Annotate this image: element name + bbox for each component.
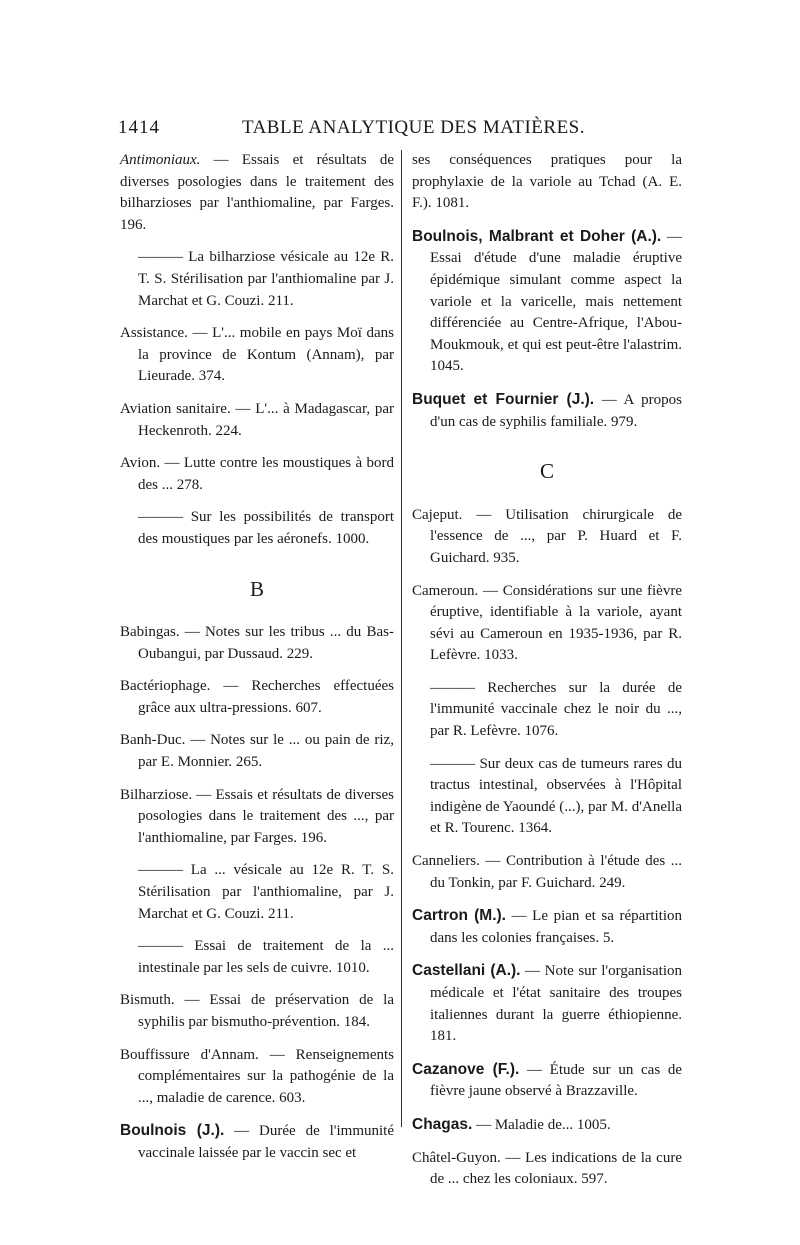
entry-heading: Avion. [120, 455, 161, 472]
index-entry [412, 389, 682, 433]
index-subentry [120, 247, 394, 312]
entry-text: — Essai de préservation de la syphilis par bismutho-prévention. 184. [138, 992, 394, 1030]
entry-text: ——— Sur deux cas de tumeurs rares du tractus intestinal, observées à l'Hôpital indigène de Yaoundé (...), par M. d'Anella et R. Tourenc. 1364. [430, 755, 682, 837]
entry-text: ——— Essai de traitement de la ... intestinale par les sels de cuivre. 1010. [138, 938, 394, 976]
index-entry [412, 505, 682, 570]
entry-heading: Châtel-Guyon. [412, 1149, 501, 1166]
entry-text: — Étude sur un cas de fièvre jaune observé à Brazzaville. [430, 1061, 682, 1100]
entry-heading: Cazanove (F.). [412, 1060, 520, 1078]
entry-text: — Renseignements complémentaires sur la pathogénie de la ..., maladie de carence. 603. [138, 1046, 394, 1106]
section-letter: B [249, 576, 264, 601]
entry-heading: Bismuth. [120, 992, 175, 1009]
page-header [118, 117, 678, 143]
entry-text: ——— La bilharziose vésicale au 12e R. T. S. Stérilisation par l'anthiomaline par J. Marchat et G. Couzi. 211. [138, 249, 394, 309]
entry-text: — L'... mobile en pays Moï dans la province de Kontum (Annam), par Lieurade. 374. [138, 325, 394, 385]
page-number: 1414 [118, 117, 160, 138]
index-entry [412, 581, 682, 667]
entry-heading: Cartron (M.). [412, 907, 506, 925]
index-entry [120, 399, 394, 442]
index-subentry [412, 678, 682, 743]
entry-heading: Castellani (A.). [412, 962, 521, 980]
column-divider [401, 150, 402, 1127]
index-subentry [120, 936, 394, 979]
entry-text: — Note sur l'organisation médicale et l'état sanitaire des troupes italiennes durant la guerre éthiopienne. 181. [430, 963, 682, 1045]
index-entry [412, 851, 682, 894]
entry-heading: Bactériophage. [120, 678, 211, 695]
entry-text: ——— Recherches sur la durée de l'immunité vaccinale chez le noir du ..., par R. Lefèvre. 1076. [430, 679, 682, 740]
entry-text: ses conséquences pratiques pour la prophylaxie de la variole au Tchad (A. E. F.). 1081. [412, 152, 682, 212]
entry-text: — A propos d'un cas de syphilis familiale. 979. [430, 391, 683, 430]
index-entry [120, 1045, 394, 1110]
index-subentry [120, 860, 394, 925]
entry-text: — L'... à Madagascar, par Heckenroth. 224. [138, 400, 394, 439]
index-entry [412, 960, 682, 1047]
index-entry [120, 453, 394, 496]
right-column [412, 150, 682, 1202]
index-entry [412, 150, 682, 215]
index-entry [120, 676, 394, 719]
entry-heading: Cameroun. [412, 582, 479, 599]
entry-heading: Banh-Duc. [120, 732, 186, 749]
entry-heading: Boulnois (J.). [120, 1122, 225, 1140]
entry-text: — Utilisation chirurgicale de l'essence de ..., par P. Huard et F. Guichard. 935. [430, 506, 682, 566]
entry-text: — Essai d'étude d'une maladie éruptive épidémique simulant comme aspect la variole et la varicelle, mais nettement différenciée au Centre-Afrique, l'Abou-Moukmouk, et qui est peut-être l'alastrim. 1045. [430, 228, 682, 375]
entry-heading: Canneliers. [412, 853, 480, 870]
entry-heading: Babingas. [120, 624, 180, 641]
entry-heading: Cajeput. [412, 506, 463, 523]
index-subentry [412, 754, 682, 840]
entry-text: — Considérations sur une fièvre éruptive, identifiable à la variole, ayant sévi au Cameroun en 1935-1936, par R. Lefèvre. 1033. [430, 582, 682, 664]
entry-text: — Le pian et sa répartition dans les colonies françaises. 5. [430, 908, 682, 946]
entry-heading: Antimoniaux. [120, 152, 201, 168]
entry-heading: Assistance. [120, 325, 188, 342]
entry-text: — Essais et résultats de diverses posologies dans le traitement des ..., par l'anthiomaline, par Farges. 196. [138, 786, 394, 846]
entry-heading: Aviation sanitaire. [120, 400, 231, 417]
entry-text: ——— La ... vésicale au 12e R. T. S. Stérilisation par l'anthiomaline, par J. Marchat et G. Couzi. 211. [138, 862, 394, 922]
index-entry [412, 905, 682, 949]
left-column [120, 150, 394, 1176]
entry-text: — Maladie de... 1005. [472, 1116, 611, 1133]
index-entry [412, 226, 682, 378]
entry-heading: Bilharziose. [120, 786, 193, 803]
entry-text: — Notes sur les tribus ... du Bas-Oubangui, par Dussaud. 229. [138, 624, 394, 662]
section-letter: C [539, 459, 554, 484]
index-entry [120, 1120, 394, 1164]
index-entry [412, 1059, 682, 1103]
entry-text: — Lutte contre les moustiques à bord des ... 278. [138, 455, 394, 493]
entry-heading: Chagas. [412, 1115, 473, 1133]
index-entry [120, 785, 394, 850]
entry-text: — Notes sur le ... ou pain de riz, par E. Monnier. 265. [138, 732, 394, 771]
index-entry [120, 323, 394, 388]
index-entry [120, 150, 394, 236]
index-entry [120, 730, 394, 773]
index-entry [120, 990, 394, 1033]
entry-text: — Contribution à l'étude des ... du Tonkin, par F. Guichard. 249. [430, 853, 682, 891]
running-title: TABLE ANALYTIQUE DES MATIÈRES. [242, 117, 586, 138]
entry-heading: Boulnois, Malbrant et Doher (A.). [412, 227, 662, 245]
index-entry [412, 1114, 682, 1137]
entry-heading: Bouffissure d'Annam. [120, 1046, 259, 1063]
entry-text: — Essais et résultats de diverses posologies dans le traitement des bilharzioses par l'anthiomaline, par Farges. 196. [120, 152, 394, 233]
index-entry [120, 622, 394, 665]
entry-text: ——— Sur les possibilités de transport des moustiques par les aéronefs. 1000. [138, 509, 394, 547]
entry-text: — Recherches effectuées grâce aux ultra-pressions. 607. [138, 678, 394, 716]
entry-text: — Durée de l'immunité vaccinale laissée par le vaccin sec et [138, 1123, 394, 1161]
entry-heading: Buquet et Fournier (J.). [412, 390, 595, 408]
index-entry [412, 1148, 682, 1191]
entry-text: — Les indications de la cure de ... chez les coloniaux. 597. [430, 1149, 682, 1188]
index-subentry [120, 507, 394, 550]
